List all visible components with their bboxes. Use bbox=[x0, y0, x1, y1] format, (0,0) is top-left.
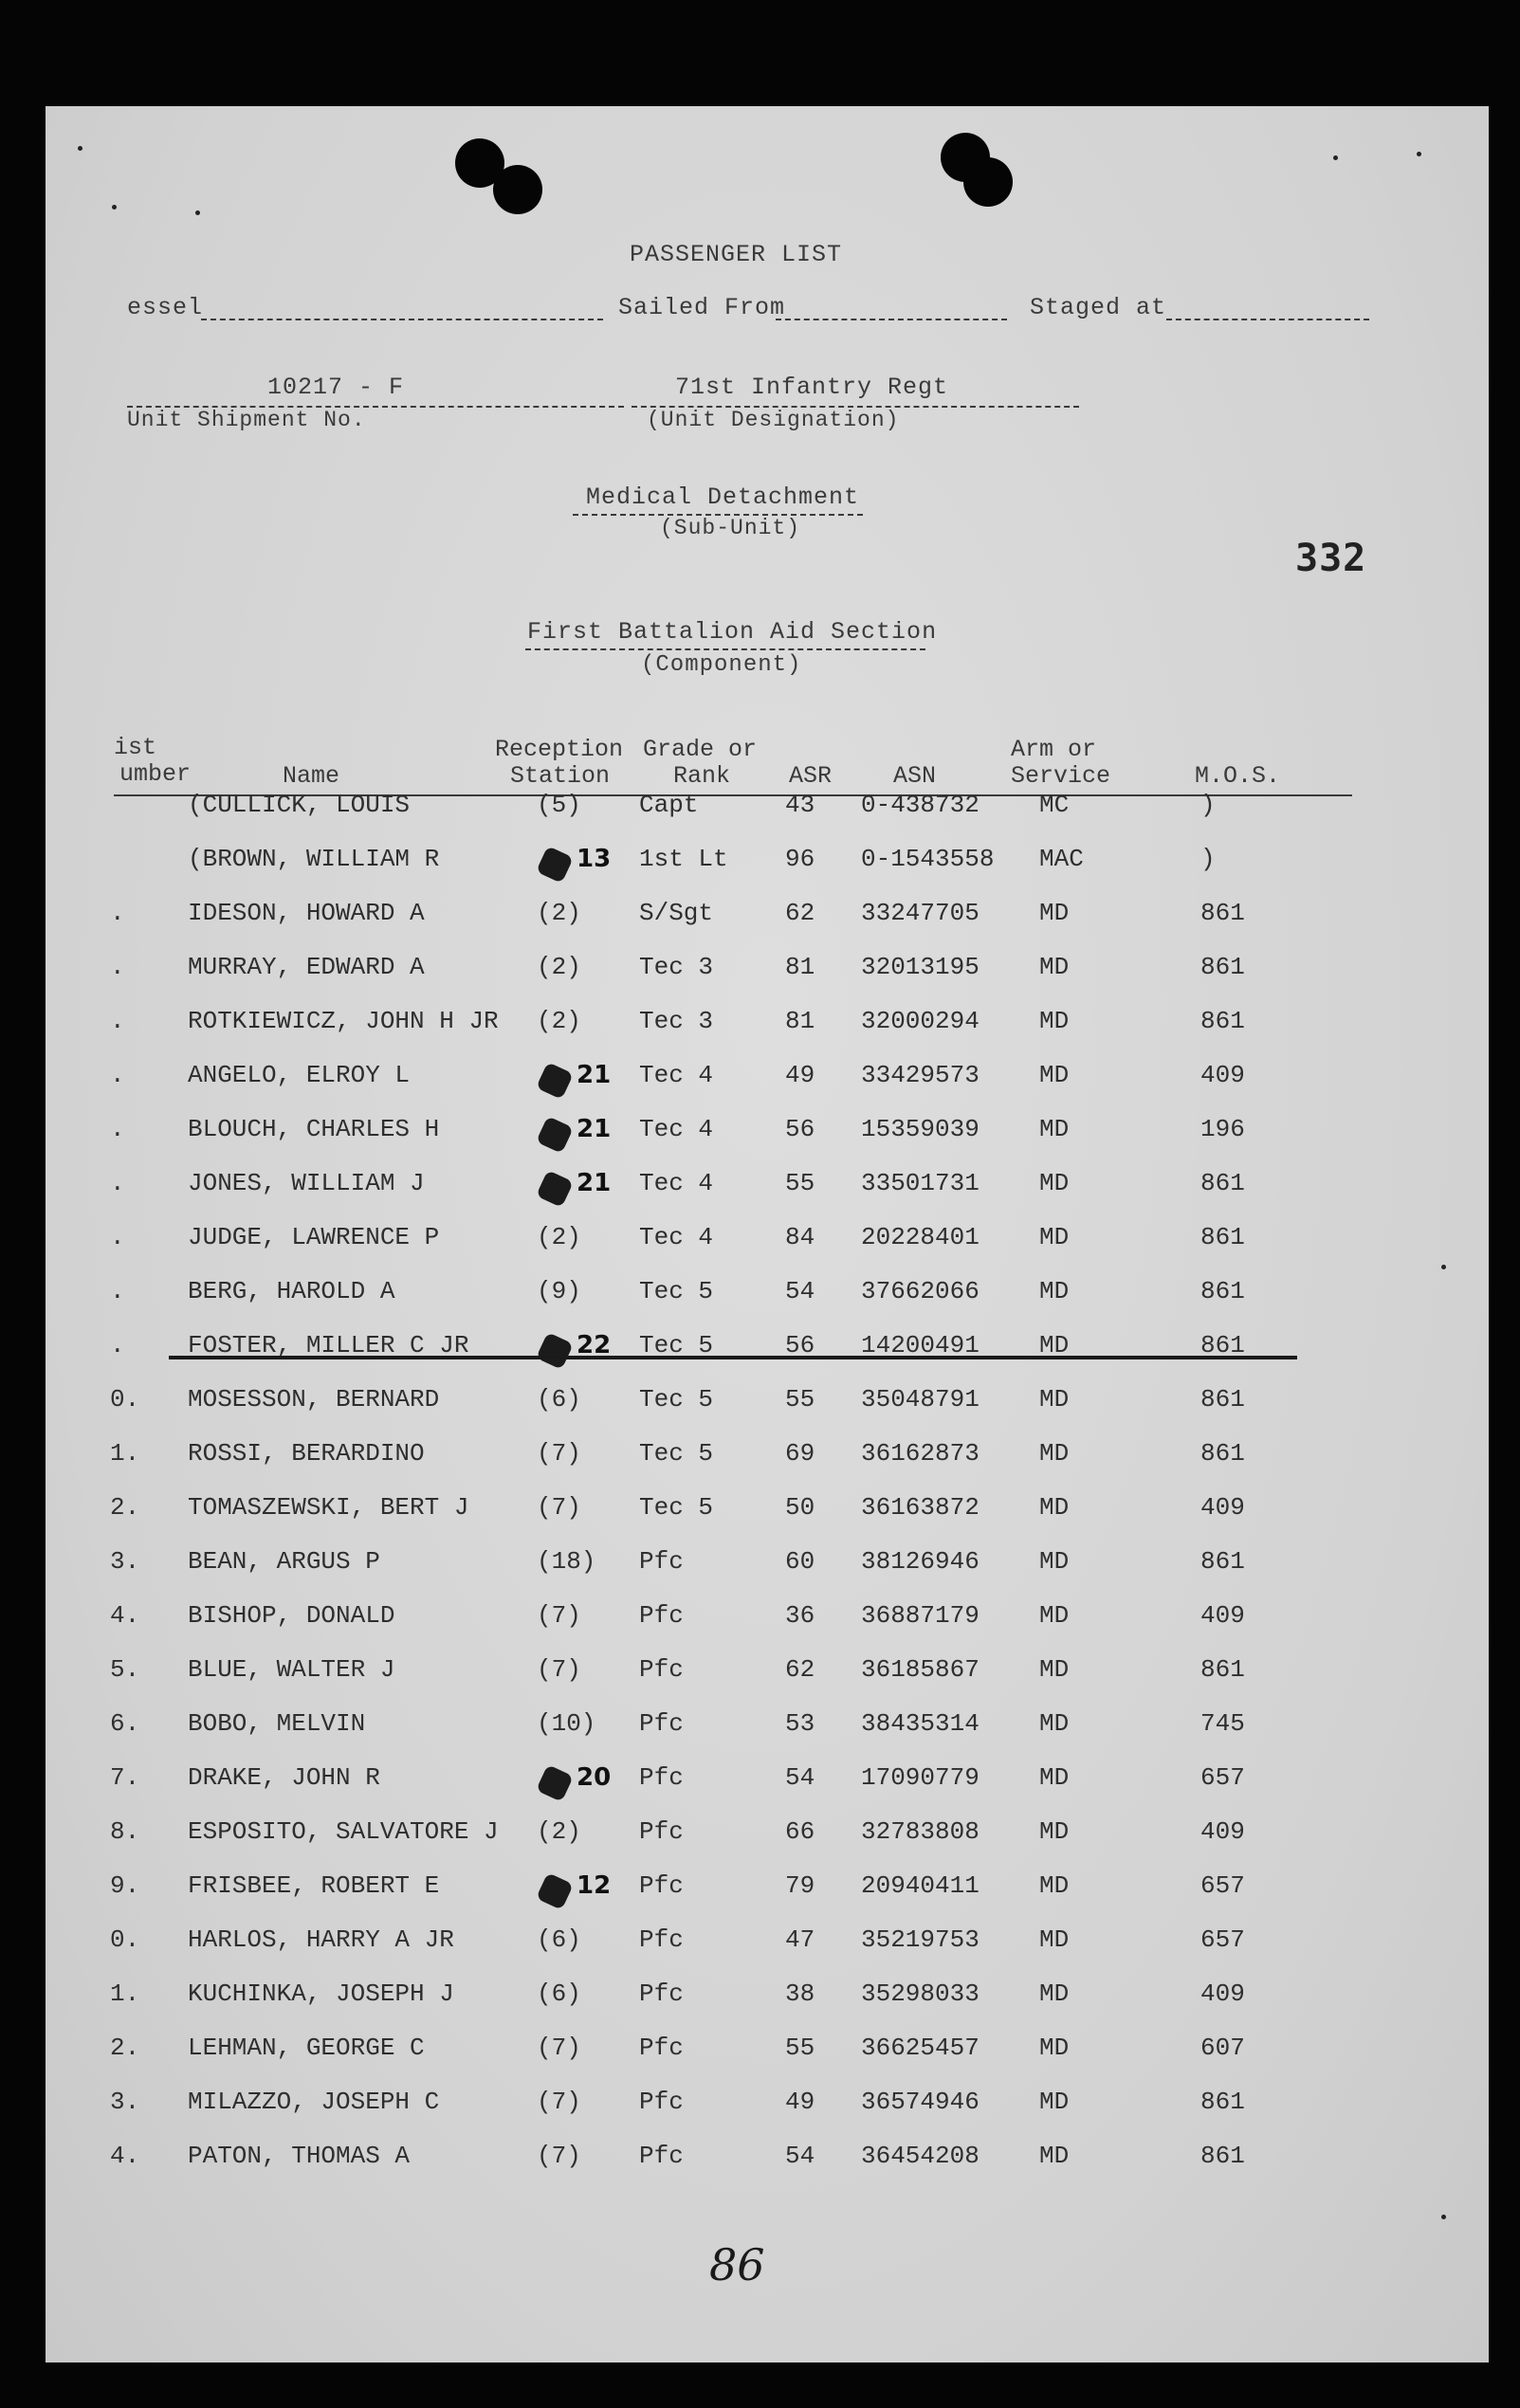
reception-station: 21 bbox=[577, 1115, 612, 1143]
document-page bbox=[46, 106, 1489, 2362]
asr-value: 55 bbox=[785, 1385, 815, 1414]
list-number: 6. bbox=[110, 1709, 140, 1738]
reception-station: 12 bbox=[577, 1871, 612, 1900]
asr-value: 36 bbox=[785, 1601, 815, 1630]
list-number: . bbox=[110, 1277, 125, 1305]
reception-station: (9) bbox=[537, 1277, 581, 1305]
mos-code: 861 bbox=[1200, 1007, 1245, 1035]
passenger-name: KUCHINKA, JOSEPH J bbox=[188, 1979, 454, 2008]
passenger-name: HARLOS, HARRY A JR bbox=[188, 1925, 454, 1954]
arm-service: MD bbox=[1039, 1817, 1070, 1846]
reception-station: 13 bbox=[577, 845, 612, 873]
component-line bbox=[525, 648, 925, 650]
reception-station: (6) bbox=[537, 1925, 581, 1954]
reception-station: (18) bbox=[537, 1547, 596, 1576]
grade-rank: Capt bbox=[639, 791, 699, 819]
arm-service: MD bbox=[1039, 1223, 1070, 1251]
asr-value: 81 bbox=[785, 1007, 815, 1035]
staged-at-label: Staged at bbox=[1030, 294, 1167, 321]
table-row bbox=[46, 1223, 1489, 1270]
arm-service: MD bbox=[1039, 2034, 1070, 2062]
table-row bbox=[46, 2088, 1489, 2135]
asn-value: 36887179 bbox=[861, 1601, 980, 1630]
mos-code: 861 bbox=[1200, 2088, 1245, 2116]
arm-service: MD bbox=[1039, 1061, 1070, 1089]
grade-rank: Tec 4 bbox=[639, 1169, 714, 1197]
passenger-name: BISHOP, DONALD bbox=[188, 1601, 395, 1630]
arm-service: MD bbox=[1039, 1007, 1070, 1035]
asr-value: 60 bbox=[785, 1547, 815, 1576]
grade-rank: Tec 4 bbox=[639, 1223, 714, 1251]
asn-value: 35219753 bbox=[861, 1925, 980, 1954]
list-number: . bbox=[110, 1061, 125, 1089]
ink-stamp-mark bbox=[536, 1170, 574, 1208]
arm-service: MD bbox=[1039, 1763, 1070, 1792]
reception-station: (6) bbox=[537, 1979, 581, 2008]
asn-value: 14200491 bbox=[861, 1331, 980, 1359]
speck bbox=[195, 210, 200, 215]
arm-service: MD bbox=[1039, 1385, 1070, 1414]
table-row bbox=[46, 1169, 1489, 1216]
table-row bbox=[46, 2034, 1489, 2081]
mos-code: 745 bbox=[1200, 1709, 1245, 1738]
reception-station: (7) bbox=[537, 2142, 581, 2170]
list-number: . bbox=[110, 953, 125, 981]
table-row bbox=[46, 1385, 1489, 1432]
grade-rank: Pfc bbox=[639, 2034, 684, 2062]
asr-value: 69 bbox=[785, 1439, 815, 1468]
table-row bbox=[46, 1925, 1489, 1973]
arm-service: MD bbox=[1039, 1169, 1070, 1197]
col-arm-line1: Arm or bbox=[1011, 736, 1097, 763]
grade-rank: Pfc bbox=[639, 1547, 684, 1576]
reception-station: (7) bbox=[537, 1601, 581, 1630]
grade-rank: Pfc bbox=[639, 2142, 684, 2170]
asn-value: 35048791 bbox=[861, 1385, 980, 1414]
asr-value: 47 bbox=[785, 1925, 815, 1954]
sailed-from-field bbox=[776, 319, 1007, 320]
table-row bbox=[46, 1439, 1489, 1487]
arm-service: MD bbox=[1039, 2142, 1070, 2170]
list-number: . bbox=[110, 1115, 125, 1143]
asn-value: 33247705 bbox=[861, 899, 980, 927]
page-number: 332 bbox=[1295, 537, 1367, 580]
ink-stamp-mark bbox=[536, 1116, 574, 1154]
passenger-name: FOSTER, MILLER C JR bbox=[188, 1331, 469, 1359]
mos-code: 196 bbox=[1200, 1115, 1245, 1143]
grade-rank: Pfc bbox=[639, 1763, 684, 1792]
grade-rank: Pfc bbox=[639, 1925, 684, 1954]
arm-service: MD bbox=[1039, 1709, 1070, 1738]
asn-value: 0-1543558 bbox=[861, 845, 995, 873]
passenger-name: ROTKIEWICZ, JOHN H JR bbox=[188, 1007, 499, 1035]
reception-station: (2) bbox=[537, 899, 581, 927]
mos-code: 861 bbox=[1200, 1655, 1245, 1684]
reception-station: (10) bbox=[537, 1709, 596, 1738]
arm-service: MD bbox=[1039, 2088, 1070, 2116]
grade-rank: Pfc bbox=[639, 1871, 684, 1900]
mos-code: 861 bbox=[1200, 899, 1245, 927]
mos-code: 861 bbox=[1200, 1331, 1245, 1359]
arm-service: MD bbox=[1039, 1331, 1070, 1359]
col-list-number-line2: umber bbox=[119, 760, 192, 788]
component: First Battalion Aid Section bbox=[527, 618, 938, 646]
arm-service: MD bbox=[1039, 1925, 1070, 1954]
mos-code: 607 bbox=[1200, 2034, 1245, 2062]
passenger-name: MILAZZO, JOSEPH C bbox=[188, 2088, 440, 2116]
asr-value: 55 bbox=[785, 1169, 815, 1197]
reception-station: (2) bbox=[537, 1007, 581, 1035]
col-reception-line2: Station bbox=[510, 762, 611, 790]
vessel-label: essel bbox=[127, 294, 204, 321]
grade-rank: Tec 5 bbox=[639, 1331, 714, 1359]
reception-station: (2) bbox=[537, 1223, 581, 1251]
reception-station: (7) bbox=[537, 1655, 581, 1684]
asn-value: 33501731 bbox=[861, 1169, 980, 1197]
asn-value: 36574946 bbox=[861, 2088, 980, 2116]
passenger-name: JONES, WILLIAM J bbox=[188, 1169, 425, 1197]
reception-station: 20 bbox=[577, 1763, 612, 1792]
table-row bbox=[46, 1061, 1489, 1108]
punch-hole bbox=[493, 165, 542, 214]
handwritten-page-number: 86 bbox=[709, 2239, 765, 2290]
table-row bbox=[46, 1007, 1489, 1054]
ink-stamp-mark bbox=[536, 1764, 574, 1802]
list-number: 1. bbox=[110, 1979, 140, 2008]
passenger-name: (BROWN, WILLIAM R bbox=[188, 845, 440, 873]
table-row bbox=[46, 1547, 1489, 1595]
asr-value: 54 bbox=[785, 1277, 815, 1305]
speck bbox=[1441, 2215, 1446, 2219]
unit-designation-label: (Unit Designation) bbox=[647, 408, 900, 432]
asr-value: 56 bbox=[785, 1331, 815, 1359]
asn-value: 36185867 bbox=[861, 1655, 980, 1684]
arm-service: MD bbox=[1039, 1601, 1070, 1630]
asn-value: 35298033 bbox=[861, 1979, 980, 2008]
unit-shipment-label: Unit Shipment No. bbox=[127, 408, 366, 432]
mos-code: 861 bbox=[1200, 1385, 1245, 1414]
passenger-name: TOMASZEWSKI, BERT J bbox=[188, 1493, 469, 1522]
mos-code: 409 bbox=[1200, 1817, 1245, 1846]
component-label: (Component) bbox=[641, 652, 802, 678]
grade-rank: Tec 4 bbox=[639, 1061, 714, 1089]
arm-service: MD bbox=[1039, 1439, 1070, 1468]
arm-service: MC bbox=[1039, 791, 1070, 819]
asn-value: 38126946 bbox=[861, 1547, 980, 1576]
grade-rank: S/Sgt bbox=[639, 899, 714, 927]
asr-value: 56 bbox=[785, 1115, 815, 1143]
list-number: 8. bbox=[110, 1817, 140, 1846]
reception-station: (5) bbox=[537, 791, 581, 819]
mos-code: 657 bbox=[1200, 1871, 1245, 1900]
reception-station: 21 bbox=[577, 1061, 612, 1089]
list-number: 7. bbox=[110, 1763, 140, 1792]
col-name: Name bbox=[283, 762, 340, 790]
list-number: 5. bbox=[110, 1655, 140, 1684]
passenger-name: IDESON, HOWARD A bbox=[188, 899, 425, 927]
list-number: . bbox=[110, 1223, 125, 1251]
list-number: . bbox=[110, 1331, 125, 1359]
unit-designation: 71st Infantry Regt bbox=[675, 374, 949, 401]
speck bbox=[1417, 152, 1421, 156]
asn-value: 36162873 bbox=[861, 1439, 980, 1468]
ink-stamp-mark bbox=[536, 1872, 574, 1910]
asn-value: 33429573 bbox=[861, 1061, 980, 1089]
asr-value: 79 bbox=[785, 1871, 815, 1900]
arm-service: MD bbox=[1039, 1655, 1070, 1684]
list-number: 1. bbox=[110, 1439, 140, 1468]
table-row bbox=[46, 1655, 1489, 1703]
asr-value: 84 bbox=[785, 1223, 815, 1251]
asn-value: 36625457 bbox=[861, 2034, 980, 2062]
list-number: 2. bbox=[110, 2034, 140, 2062]
table-row bbox=[46, 1493, 1489, 1541]
ink-stamp-mark bbox=[536, 1332, 574, 1370]
arm-service: MD bbox=[1039, 953, 1070, 981]
col-reception-line1: Reception bbox=[495, 736, 624, 763]
mos-code: 861 bbox=[1200, 1223, 1245, 1251]
list-number: . bbox=[110, 1169, 125, 1197]
mos-code: 409 bbox=[1200, 1979, 1245, 2008]
mos-code: 861 bbox=[1200, 2142, 1245, 2170]
col-asr: ASR bbox=[789, 762, 833, 790]
grade-rank: Pfc bbox=[639, 1709, 684, 1738]
mos-code: 861 bbox=[1200, 1169, 1245, 1197]
grade-rank: Tec 3 bbox=[639, 953, 714, 981]
vessel-field bbox=[201, 319, 603, 320]
grade-rank: Tec 3 bbox=[639, 1007, 714, 1035]
table-row bbox=[46, 1709, 1489, 1757]
sub-unit: Medical Detachment bbox=[586, 483, 860, 511]
arm-service: MD bbox=[1039, 1115, 1070, 1143]
grade-rank: 1st Lt bbox=[639, 845, 728, 873]
reception-station: (2) bbox=[537, 953, 581, 981]
grade-rank: Pfc bbox=[639, 1655, 684, 1684]
passenger-name: DRAKE, JOHN R bbox=[188, 1763, 380, 1792]
col-mos: M.O.S. bbox=[1195, 762, 1281, 790]
speck bbox=[1333, 155, 1338, 160]
list-number: 3. bbox=[110, 2088, 140, 2116]
reception-station: (2) bbox=[537, 1817, 581, 1846]
grade-rank: Tec 5 bbox=[639, 1439, 714, 1468]
mos-code: ) bbox=[1200, 791, 1216, 819]
table-row bbox=[46, 845, 1489, 892]
asn-value: 20940411 bbox=[861, 1871, 980, 1900]
asn-value: 32783808 bbox=[861, 1817, 980, 1846]
asr-value: 96 bbox=[785, 845, 815, 873]
reception-station: 21 bbox=[577, 1169, 612, 1197]
passenger-name: BOBO, MELVIN bbox=[188, 1709, 366, 1738]
asr-value: 49 bbox=[785, 2088, 815, 2116]
grade-rank: Tec 4 bbox=[639, 1115, 714, 1143]
passenger-name: BERG, HAROLD A bbox=[188, 1277, 395, 1305]
list-number: 4. bbox=[110, 2142, 140, 2170]
reception-station: (7) bbox=[537, 1439, 581, 1468]
arm-service: MD bbox=[1039, 1493, 1070, 1522]
arm-service: MD bbox=[1039, 1871, 1070, 1900]
list-number: . bbox=[110, 1007, 125, 1035]
asn-value: 36163872 bbox=[861, 1493, 980, 1522]
asn-value: 32013195 bbox=[861, 953, 980, 981]
speck bbox=[78, 146, 82, 151]
reception-station: (7) bbox=[537, 2088, 581, 2116]
staged-at-field bbox=[1166, 319, 1369, 320]
asn-value: 32000294 bbox=[861, 1007, 980, 1035]
document-title: PASSENGER LIST bbox=[630, 241, 843, 268]
table-row bbox=[46, 791, 1489, 838]
grade-rank: Tec 5 bbox=[639, 1493, 714, 1522]
table-row bbox=[46, 1115, 1489, 1162]
passenger-name: ANGELO, ELROY L bbox=[188, 1061, 411, 1089]
table-row bbox=[46, 953, 1489, 1000]
table-row bbox=[46, 1601, 1489, 1649]
asr-value: 66 bbox=[785, 1817, 815, 1846]
grade-rank: Tec 5 bbox=[639, 1277, 714, 1305]
asn-value: 17090779 bbox=[861, 1763, 980, 1792]
mos-code: 861 bbox=[1200, 1439, 1245, 1468]
reception-station: 22 bbox=[577, 1331, 612, 1359]
asr-value: 43 bbox=[785, 791, 815, 819]
sailed-from-label: Sailed From bbox=[618, 294, 786, 321]
asr-value: 53 bbox=[785, 1709, 815, 1738]
ink-stamp-mark bbox=[536, 846, 574, 884]
reception-station: (7) bbox=[537, 2034, 581, 2062]
passenger-name: BLOUCH, CHARLES H bbox=[188, 1115, 440, 1143]
grade-rank: Pfc bbox=[639, 1601, 684, 1630]
mos-code: 861 bbox=[1200, 1547, 1245, 1576]
asn-value: 0-438732 bbox=[861, 791, 980, 819]
col-arm-line2: Service bbox=[1011, 762, 1111, 790]
table-row bbox=[46, 1817, 1489, 1865]
list-number: . bbox=[110, 899, 125, 927]
asn-value: 37662066 bbox=[861, 1277, 980, 1305]
asr-value: 55 bbox=[785, 2034, 815, 2062]
passenger-name: ESPOSITO, SALVATORE J bbox=[188, 1817, 499, 1846]
mos-code: 409 bbox=[1200, 1493, 1245, 1522]
passenger-name: BEAN, ARGUS P bbox=[188, 1547, 380, 1576]
mos-code: 409 bbox=[1200, 1061, 1245, 1089]
arm-service: MD bbox=[1039, 1979, 1070, 2008]
asr-value: 38 bbox=[785, 1979, 815, 2008]
arm-service: MAC bbox=[1039, 845, 1084, 873]
list-number: 0. bbox=[110, 1925, 140, 1954]
sub-unit-label: (Sub-Unit) bbox=[660, 516, 801, 540]
arm-service: MD bbox=[1039, 1547, 1070, 1576]
table-row bbox=[46, 1277, 1489, 1324]
col-list-number-line1: ist bbox=[114, 734, 157, 761]
asn-value: 15359039 bbox=[861, 1115, 980, 1143]
list-number: 3. bbox=[110, 1547, 140, 1576]
asn-value: 38435314 bbox=[861, 1709, 980, 1738]
asr-value: 62 bbox=[785, 1655, 815, 1684]
reception-station: (6) bbox=[537, 1385, 581, 1414]
passenger-name: JUDGE, LAWRENCE P bbox=[188, 1223, 440, 1251]
grade-rank: Pfc bbox=[639, 1817, 684, 1846]
list-number: 2. bbox=[110, 1493, 140, 1522]
passenger-name: MURRAY, EDWARD A bbox=[188, 953, 425, 981]
col-asn: ASN bbox=[893, 762, 937, 790]
table-row bbox=[46, 1331, 1489, 1378]
strikethrough-line bbox=[169, 1356, 1297, 1359]
passenger-name: FRISBEE, ROBERT E bbox=[188, 1871, 440, 1900]
punch-hole bbox=[963, 157, 1013, 207]
reception-station: (7) bbox=[537, 1493, 581, 1522]
passenger-name: BLUE, WALTER J bbox=[188, 1655, 395, 1684]
list-number: 9. bbox=[110, 1871, 140, 1900]
table-row bbox=[46, 2142, 1489, 2189]
speck bbox=[112, 205, 117, 210]
asn-value: 36454208 bbox=[861, 2142, 980, 2170]
asr-value: 81 bbox=[785, 953, 815, 981]
mos-code: 657 bbox=[1200, 1763, 1245, 1792]
list-number: 0. bbox=[110, 1385, 140, 1414]
mos-code: 409 bbox=[1200, 1601, 1245, 1630]
passenger-name: ROSSI, BERARDINO bbox=[188, 1439, 425, 1468]
asr-value: 50 bbox=[785, 1493, 815, 1522]
mos-code: 861 bbox=[1200, 1277, 1245, 1305]
asr-value: 49 bbox=[785, 1061, 815, 1089]
passenger-name: LEHMAN, GEORGE C bbox=[188, 2034, 425, 2062]
grade-rank: Pfc bbox=[639, 1979, 684, 2008]
arm-service: MD bbox=[1039, 1277, 1070, 1305]
asn-value: 20228401 bbox=[861, 1223, 980, 1251]
passenger-name: PATON, THOMAS A bbox=[188, 2142, 411, 2170]
col-grade-line2: Rank bbox=[673, 762, 731, 790]
table-row bbox=[46, 1979, 1489, 2027]
grade-rank: Tec 5 bbox=[639, 1385, 714, 1414]
passenger-name: (CULLICK, LOUIS bbox=[188, 791, 411, 819]
unit-shipment-number: 10217 - F bbox=[267, 374, 405, 401]
mos-code: ) bbox=[1200, 845, 1216, 873]
table-row bbox=[46, 1763, 1489, 1811]
passenger-name: MOSESSON, BERNARD bbox=[188, 1385, 440, 1414]
asr-value: 54 bbox=[785, 2142, 815, 2170]
arm-service: MD bbox=[1039, 899, 1070, 927]
col-grade-line1: Grade or bbox=[643, 736, 758, 763]
asr-value: 62 bbox=[785, 899, 815, 927]
table-row bbox=[46, 1871, 1489, 1919]
asr-value: 54 bbox=[785, 1763, 815, 1792]
grade-rank: Pfc bbox=[639, 2088, 684, 2116]
table-row bbox=[46, 899, 1489, 946]
mos-code: 861 bbox=[1200, 953, 1245, 981]
list-number: 4. bbox=[110, 1601, 140, 1630]
ink-stamp-mark bbox=[536, 1062, 574, 1100]
mos-code: 657 bbox=[1200, 1925, 1245, 1954]
